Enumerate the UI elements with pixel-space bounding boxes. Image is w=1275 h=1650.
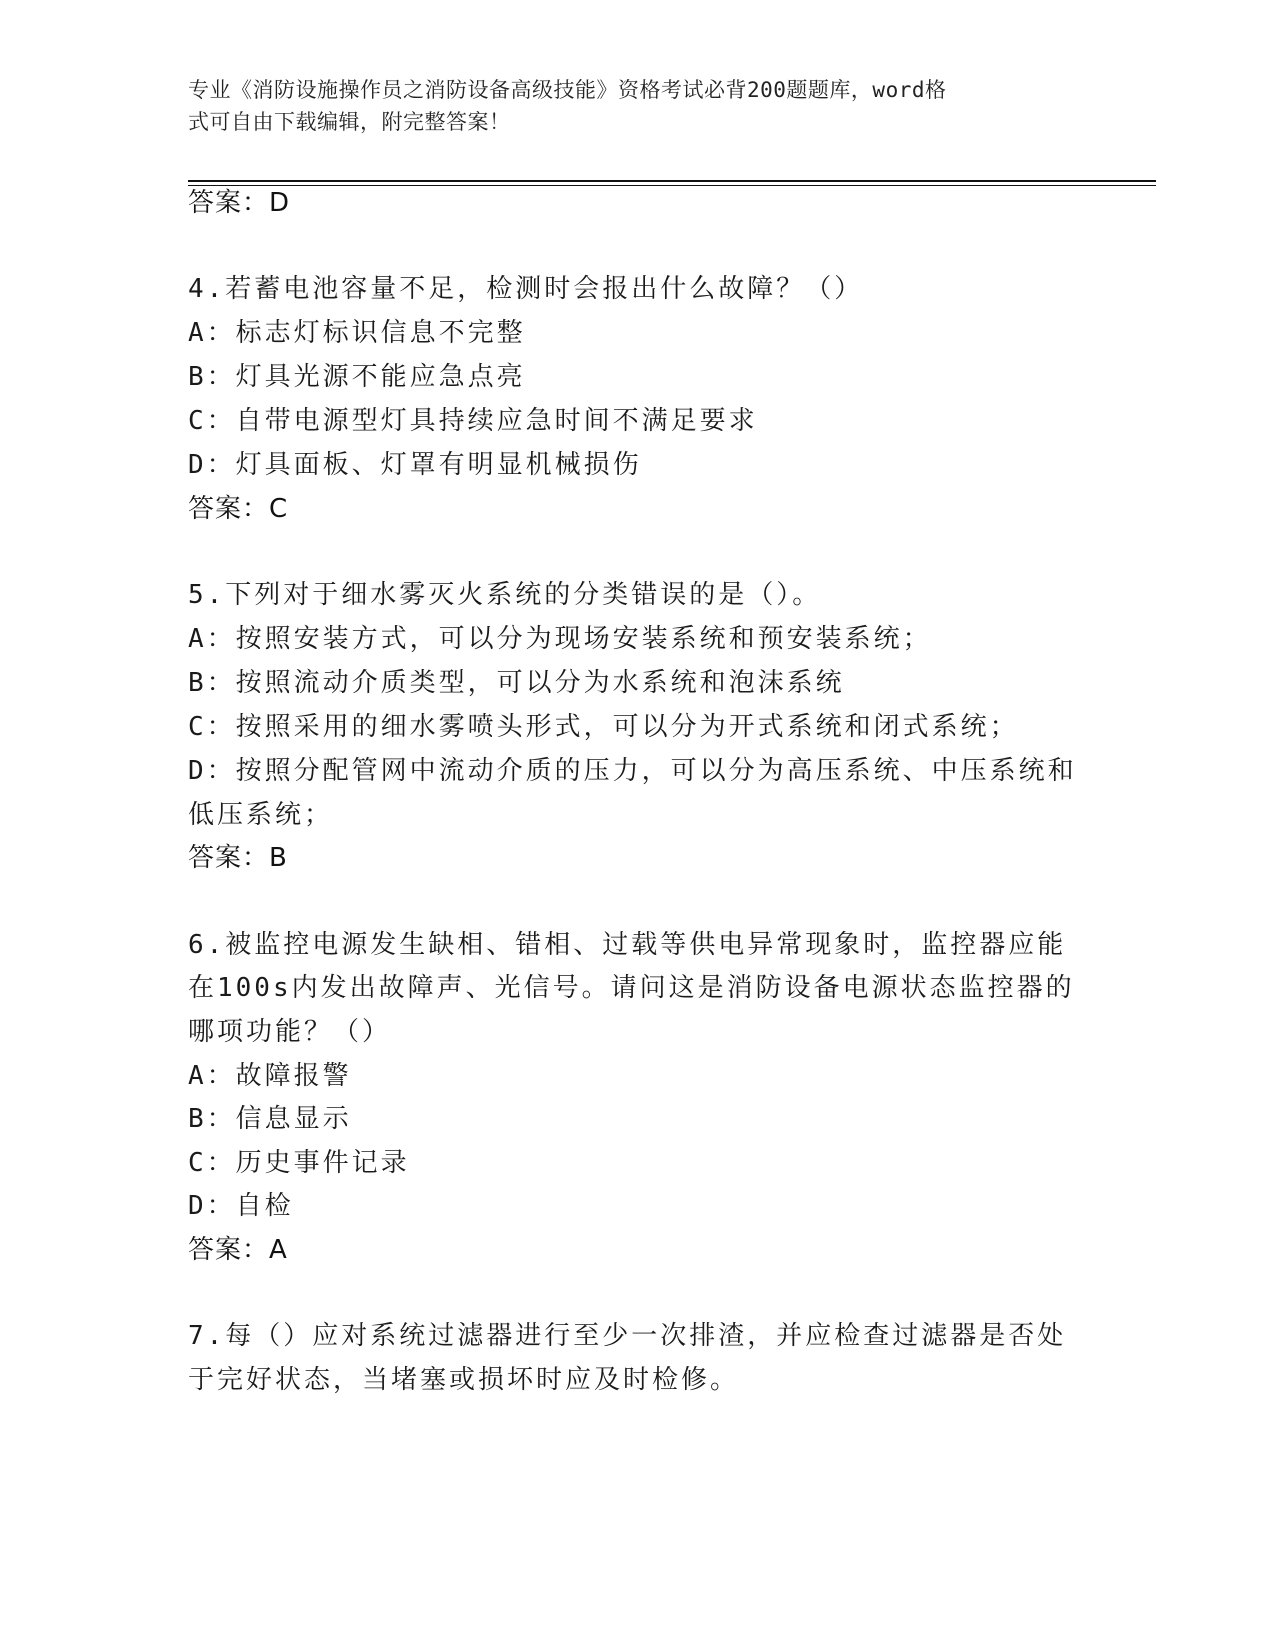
question-5-option-a: A：按照安装方式，可以分为现场安装系统和预安装系统； (188, 624, 932, 654)
question-4-text: 4.若蓄电池容量不足，检测时会报出什么故障？（） (188, 274, 864, 304)
question-6-option-a: A：故障报警 (188, 1061, 352, 1091)
previous-answer: 答案：D (188, 188, 291, 218)
question-5-option-c: C：按照采用的细水雾喷头形式，可以分为开式系统和闭式系统； (188, 712, 1019, 742)
question-6-text-line-1: 6.被监控电源发生缺相、错相、过载等供电异常现象时，监控器应能 (188, 930, 1067, 960)
question-6-text-line-3: 哪项功能？（） (188, 1017, 392, 1047)
question-7-text-line-2: 于完好状态，当堵塞或损坏时应及时检修。 (188, 1365, 740, 1395)
header-divider-secondary (188, 185, 1156, 186)
question-4-answer: 答案：C (188, 494, 289, 524)
question-6-option-c: C：历史事件记录 (188, 1148, 410, 1178)
document-header (188, 74, 1068, 138)
header-line-1: 专业《消防设施操作员之消防设备高级技能》资格考试必背200题题库，word格 (188, 78, 947, 102)
question-7-text-line-1: 7.每（）应对系统过滤器进行至少一次排渣，并应检查过滤器是否处 (188, 1321, 1067, 1351)
question-6-option-b: B：信息显示 (188, 1104, 352, 1134)
question-6-option-d: D：自检 (188, 1191, 294, 1221)
question-4-option-d: D：灯具面板、灯罩有明显机械损伤 (188, 450, 642, 480)
question-4-option-c: C：自带电源型灯具持续应急时间不满足要求 (188, 406, 758, 436)
question-5-option-b: B：按照流动介质类型，可以分为水系统和泡沫系统 (188, 668, 845, 698)
question-5-option-d-continued: 低压系统； (188, 800, 334, 830)
question-5-text: 5.下列对于细水雾灭火系统的分类错误的是（）。 (188, 580, 822, 610)
question-5-answer: 答案：B (188, 843, 288, 873)
question-6-text-line-2: 在100s内发出故障声、光信号。请问这是消防设备电源状态监控器的 (188, 973, 1075, 1003)
question-4-option-b: B：灯具光源不能应急点亮 (188, 362, 526, 392)
header-line-2: 式可自由下载编辑，附完整答案！ (188, 110, 511, 134)
question-4-option-a: A：标志灯标识信息不完整 (188, 318, 526, 348)
question-6-answer: 答案：A (188, 1235, 288, 1265)
header-divider (188, 180, 1156, 182)
question-5-option-d: D：按照分配管网中流动介质的压力，可以分为高压系统、中压系统和 (188, 756, 1077, 786)
